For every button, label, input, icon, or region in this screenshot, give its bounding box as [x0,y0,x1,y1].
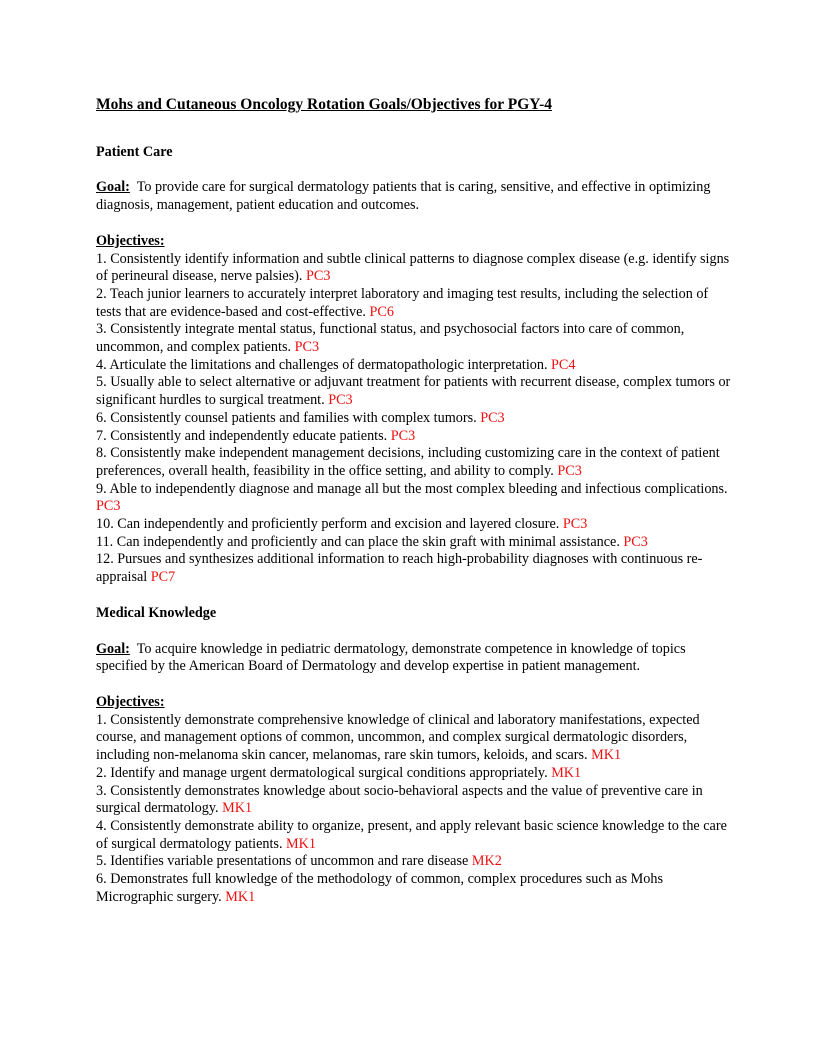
objective-item [96,286,736,321]
objective-text: 2. Teach junior learners to accurately interpret laboratory and imaging test results, including the selection of tests that are evidence-based and cost-effective. [96,285,709,320]
competency-code: PC3 [623,533,648,550]
objectives-heading: Objectives: [96,693,165,710]
competency-code: MK1 [591,747,622,764]
objective-item [96,357,736,375]
objective-item [96,551,736,586]
objective-text: 3. Consistently demonstrates knowledge about socio-behavioral aspects and the value of preventive care in surgical dermatology. [96,782,703,817]
objective-text: 7. Consistently and independently educate patients. [96,427,391,444]
goal-text: To provide care for surgical dermatology patients that is caring, sensitive, and effective in optimizing diagnosis, management, patient education and outcomes. [96,179,711,214]
objective-item [96,251,736,286]
competency-code: PC3 [390,427,416,444]
competency-code: PC4 [551,356,576,373]
objective-item [96,712,736,765]
objective-item [96,783,736,818]
competency-code: PC3 [557,462,582,479]
section-patient-care [96,144,736,587]
objective-item [96,516,736,534]
competency-code: MK1 [286,835,317,852]
goal-text: To acquire knowledge in pediatric dermatology, demonstrate competence in knowledge of topics specified by the American Board of Dermatology and develop expertise in patient management. [96,640,686,675]
objective-text: 4. Articulate the limitations and challenges of dermatopathologic interpretation. [96,356,552,373]
competency-code: PC3 [480,409,505,426]
objective-text: 1. Consistently demonstrate comprehensive knowledge of clinical and laboratory manifestations, expected course, and management options of common, uncommon, and complex surgical dermatologic disorders, including non-melanoma skin cancer, melanomas, rare skin tumors, keloids, and scars. [96,711,700,764]
objective-item [96,534,736,552]
objective-item [96,445,736,480]
goal-label: Goal: [96,179,130,196]
objective-text: 1. Consistently identify information and subtle clinical patterns to diagnose complex disease (e.g. identify signs of perineural disease, nerve palsies). [96,250,730,285]
objective-text: 10. Can independently and proficiently perform and excision and layered closure. [96,516,563,533]
competency-code: PC3 [305,268,331,285]
objective-item [96,321,736,356]
goal-paragraph [96,179,736,214]
section-heading: Medical Knowledge [96,604,217,621]
objective-text: 9. Able to independently diagnose and manage all but the most complex bleeding and infectious complications. [96,480,728,497]
competency-code: PC3 [96,498,121,515]
competency-code: PC3 [294,339,320,356]
objectives-heading: Objectives: [96,232,165,249]
objective-item [96,374,736,409]
objective-text: 6. Demonstrates full knowledge of the methodology of common, complex procedures such as Mohs Micrographic surgery. [96,871,663,905]
competency-code: MK2 [471,853,502,870]
objectives-list [96,251,736,587]
objective-text: 3. Consistently integrate mental status, functional status, and psychosocial factors into care of common, uncommon, and complex patients. [96,321,685,356]
competency-code: MK1 [222,800,253,817]
objectives-list [96,712,736,907]
competency-code: MK1 [225,888,256,905]
document-page [96,96,736,906]
document-title: Mohs and Cutaneous Oncology Rotation Goals/Objectives for PGY-4 [96,96,552,113]
objective-item [96,871,736,906]
objective-item [96,428,736,446]
objective-text: 12. Pursues and synthesizes additional information to reach high-probability diagnoses with continuous re-appraisal [96,551,703,586]
objective-item [96,818,736,853]
competency-code: PC3 [328,392,353,409]
competency-code: PC6 [369,303,394,320]
objective-text: 8. Consistently make independent management decisions, including customizing care in the context of patient preferences, overall health, feasibility in the office setting, and ability to comply. [96,445,720,479]
objective-text: 5. Usually able to select alternative or adjuvant treatment for patients with recurrent disease, complex tumors or significant hurdles to surgical treatment. [96,374,731,409]
competency-code: PC7 [150,569,176,586]
goal-label: Goal: [96,640,130,657]
objective-text: 5. Identifies variable presentations of uncommon and rare disease [96,853,472,870]
objective-item [96,853,736,871]
objective-item [96,765,736,783]
objective-text: 2. Identify and manage urgent dermatological surgical conditions appropriately. [96,764,552,781]
section-medical-knowledge [96,605,736,907]
competency-code: MK1 [551,764,582,781]
competency-code: PC3 [562,516,588,533]
objective-text: 11. Can independently and proficiently and can place the skin graft with minimal assistance. [96,533,624,550]
objective-text: 4. Consistently demonstrate ability to organize, present, and apply relevant basic science knowledge to the care of surgical dermatology patients. [96,817,727,852]
goal-paragraph [96,641,736,676]
objective-item [96,410,736,428]
objective-text: 6. Consistently counsel patients and families with complex tumors. [96,409,481,426]
section-heading: Patient Care [96,143,173,160]
objective-item [96,481,736,516]
